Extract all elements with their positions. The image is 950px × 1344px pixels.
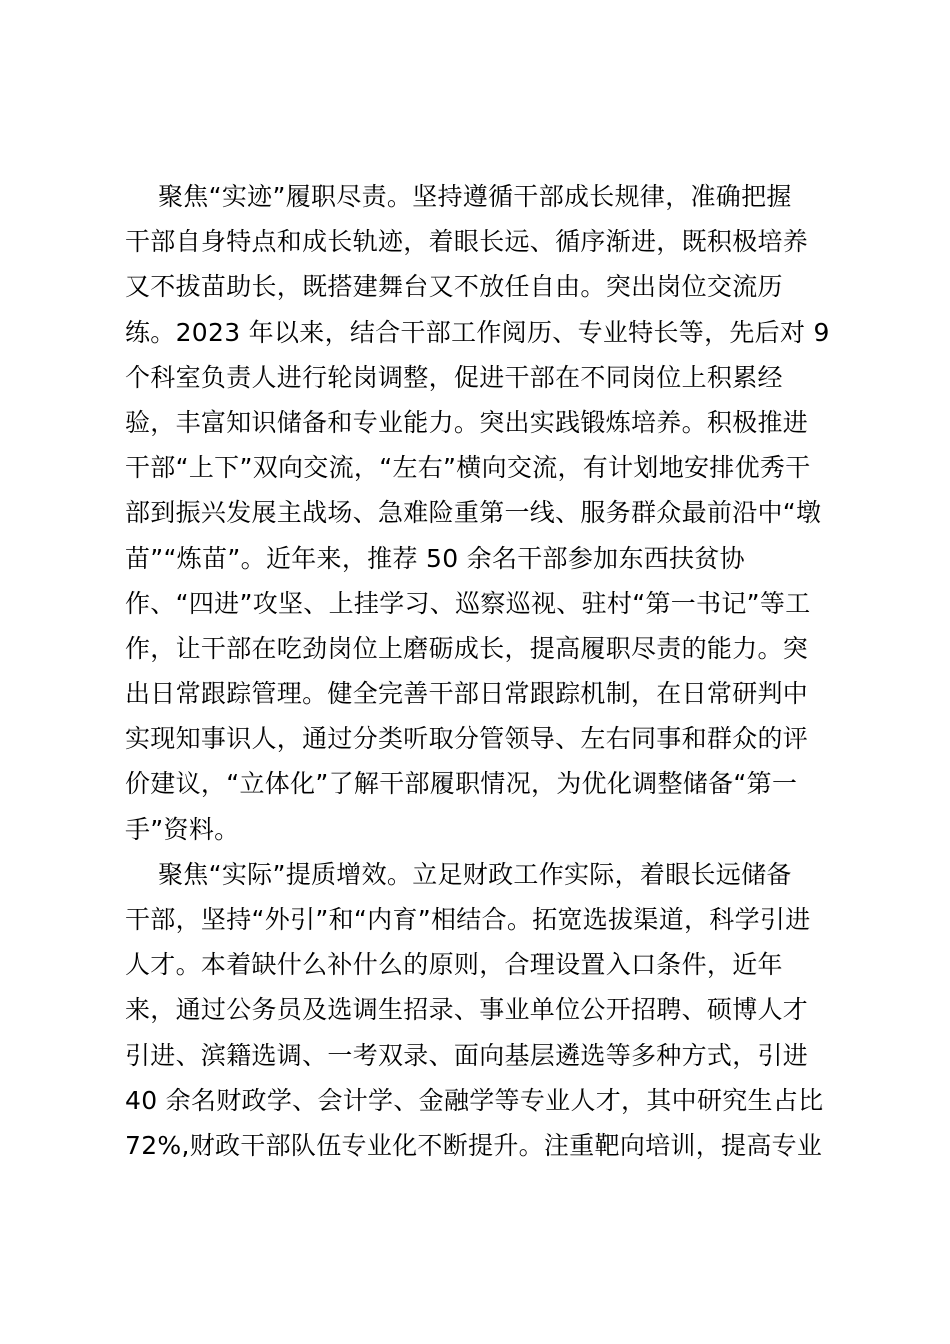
document-body bbox=[125, 174, 835, 1168]
text-line: 72%,财政干部队伍专业化不断提升。注重靶向培训，提高专业 bbox=[125, 1130, 823, 1160]
text-line: 个科室负责人进行轮岗调整，促进干部在不同岗位上积累经 bbox=[125, 362, 783, 392]
text-line: 引进、滨籍选调、一考双录、面向基层遴选等多种方式，引进 bbox=[125, 1040, 809, 1070]
text-line: 又不拔苗助长，既搭建舞台又不放任自由。突出岗位交流历 bbox=[125, 272, 783, 302]
text-line: 40 余名财政学、会计学、金融学等专业人才，其中研究生占比 bbox=[125, 1085, 824, 1115]
text-line: 手”资料。 bbox=[125, 814, 240, 844]
text-line: 干部，坚持“外引”和“内育”相结合。拓宽选拔渠道，科学引进 bbox=[125, 905, 811, 934]
text-line: 苗”“炼苗”。近年来，推荐 50 余名干部参加东西扶贫协 bbox=[125, 543, 745, 573]
text-line: 干部“上下”双向交流，“左右”横向交流，有计划地安排优秀干 bbox=[125, 453, 811, 483]
text-line: 来，通过公务员及选调生招录、事业单位公开招聘、硕博人才 bbox=[125, 995, 809, 1025]
text-line: 出日常跟踪管理。健全完善干部日常跟踪机制，在日常研判中 bbox=[125, 679, 809, 709]
paragraph-2 bbox=[125, 852, 835, 1168]
text-line: 聚焦“实迹”履职尽责。坚持遵循干部成长规律，准确把握 bbox=[125, 182, 792, 211]
text-line: 部到振兴发展主战场、急难险重第一线、服务群众最前沿中“墩 bbox=[125, 498, 822, 528]
text-line: 验，丰富知识储备和专业能力。突出实践锻炼培养。积极推进 bbox=[125, 407, 809, 437]
text-line: 作、“四进”攻坚、上挂学习、巡察巡视、驻村“第一书记”等工 bbox=[125, 588, 811, 618]
text-line: 作，让干部在吃劲岗位上磨砺成长，提高履职尽责的能力。突 bbox=[125, 633, 809, 663]
text-line: 实现知事识人，通过分类听取分管领导、左右同事和群众的评 bbox=[125, 724, 809, 754]
text-line: 练。2023 年以来，结合干部工作阅历、专业特长等，先后对 9 bbox=[125, 317, 830, 347]
paragraph-1 bbox=[125, 174, 835, 852]
text-line: 干部自身特点和成长轨迹，着眼长远、循序渐进，既积极培养 bbox=[125, 227, 809, 257]
text-line: 聚焦“实际”提质增效。立足财政工作实际，着眼长远储备 bbox=[125, 859, 792, 889]
text-line: 人才。本着缺什么补什么的原则，合理设置入口条件，近年 bbox=[125, 950, 783, 980]
text-line: 价建议，“立体化”了解干部履职情况，为优化调整储备“第一 bbox=[125, 769, 798, 799]
